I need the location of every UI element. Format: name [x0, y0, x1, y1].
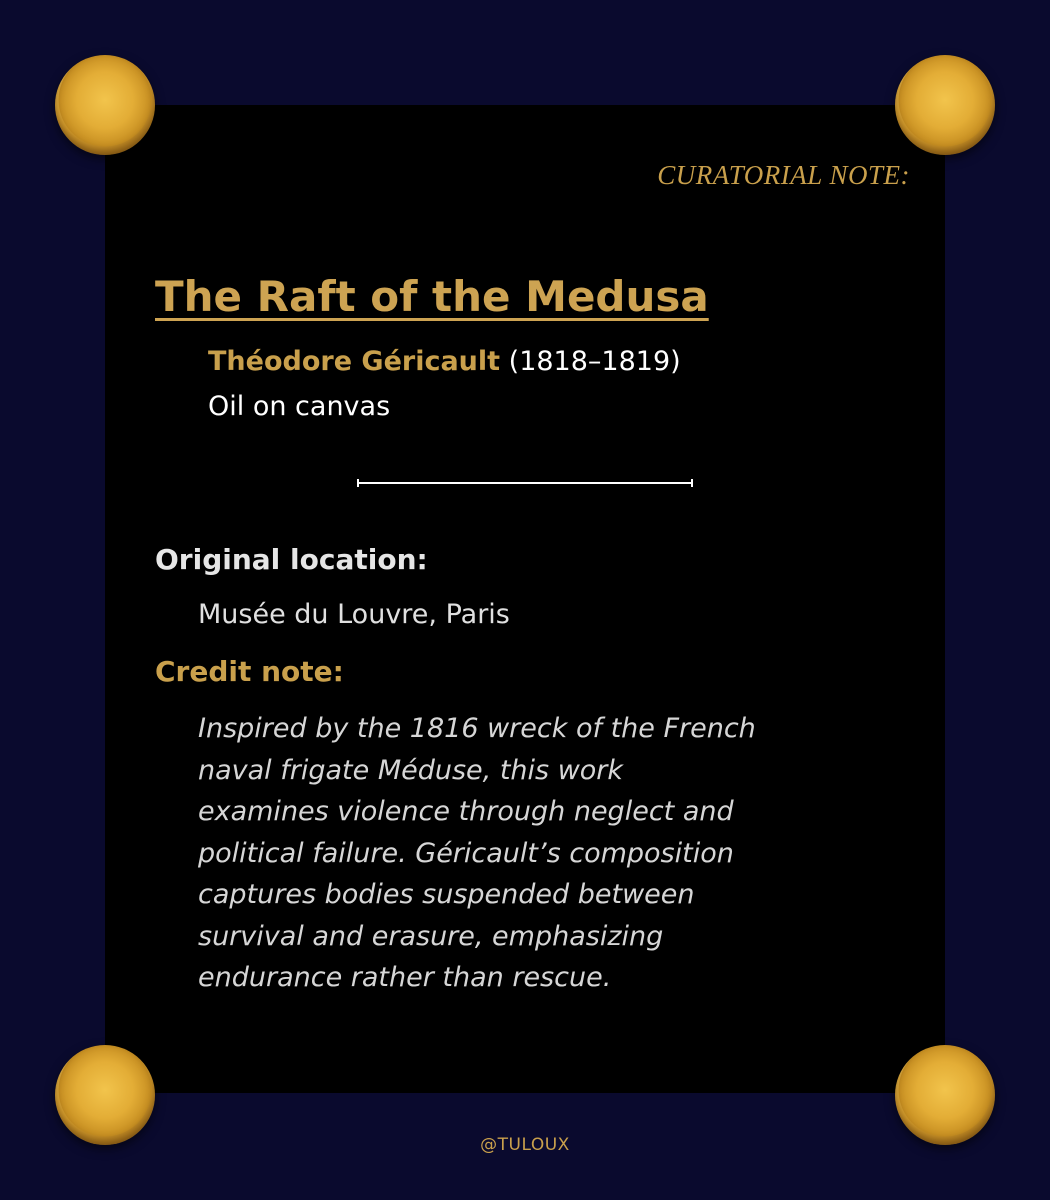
credit-text [198, 708, 838, 999]
gold-pin-icon [55, 55, 155, 155]
gold-pin-icon [55, 1045, 155, 1145]
artwork-dates: (1818–1819) [508, 346, 681, 377]
location-label: Original location: [155, 543, 428, 576]
credit-line: political failure. Géricault’s composition [198, 837, 734, 869]
credit-line: survival and erasure, emphasizing [198, 920, 664, 952]
artist-line [208, 346, 681, 377]
artist-name: Théodore Géricault [208, 346, 501, 377]
credit-line: naval frigate Méduse, this work [198, 754, 624, 786]
location-value: Musée du Louvre, Paris [198, 599, 510, 630]
author-handle: @TULOUX [480, 1135, 570, 1155]
credit-label: Credit note: [155, 655, 344, 688]
artwork-title: The Raft of the Medusa [155, 272, 709, 321]
credit-line: endurance rather than rescue. [198, 962, 612, 993]
artwork-medium: Oil on canvas [208, 391, 391, 422]
credit-line: Inspired by the 1816 wreck of the French [198, 713, 756, 744]
credit-line: captures bodies suspended between [198, 879, 695, 910]
curatorial-note-label: CURATORIAL NOTE: [657, 160, 910, 190]
gold-pin-icon [895, 1045, 995, 1145]
section-divider [357, 482, 693, 484]
gold-pin-icon [895, 55, 995, 155]
credit-line: examines violence through neglect and [198, 796, 734, 827]
